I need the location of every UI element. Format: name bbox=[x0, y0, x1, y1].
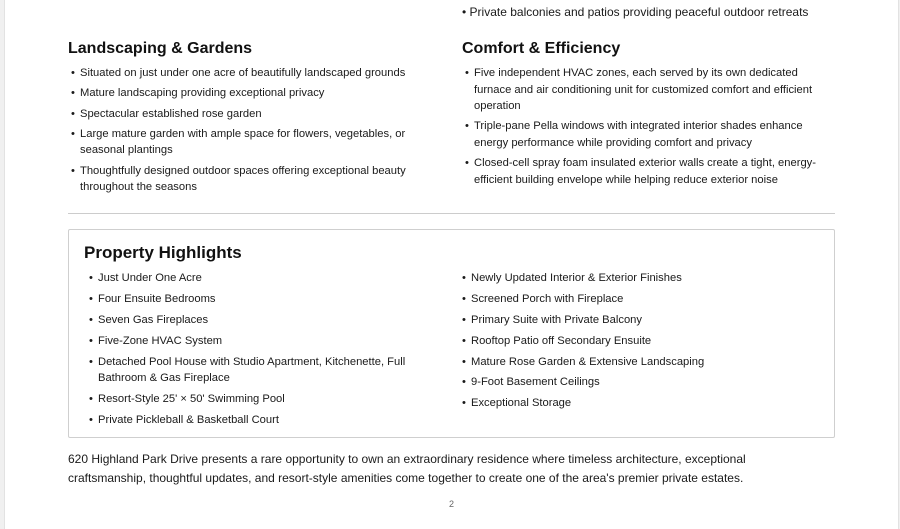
highlights-right-list bbox=[459, 270, 789, 412]
list-item: • Detached Pool House with Studio Apartment, Kitchenette, Full Bathroom & Gas Fireplace bbox=[86, 354, 416, 387]
landscaping-list bbox=[68, 65, 440, 196]
list-item: • Primary Suite with Private Balcony bbox=[459, 312, 789, 329]
summary-paragraph: 620 Highland Park Drive presents a rare opportunity to own an extraordinary residence where timeless architecture, exceptional craftsmanship, thoughtful updates, and resort-style amenities come together to create one of the area's premier private estates. bbox=[68, 452, 746, 485]
section-divider bbox=[68, 213, 835, 214]
list-item: • Situated on just under one acre of beautifully landscaped grounds bbox=[68, 65, 440, 82]
landscaping-section bbox=[68, 39, 440, 199]
list-item: • Closed-cell spray foam insulated exterior walls create a tight, energy-efficient building envelope while helping reduce exterior noise bbox=[462, 155, 834, 188]
list-item: • Triple-pane Pella windows with integrated interior shades enhance energy performance while providing comfort and privacy bbox=[462, 118, 834, 151]
comfort-list bbox=[462, 65, 834, 188]
list-item: • Just Under One Acre bbox=[86, 270, 416, 287]
highlights-left-column bbox=[86, 270, 416, 433]
list-item: • Rooftop Patio off Secondary Ensuite bbox=[459, 333, 789, 350]
list-item: • Private balconies and patios providing peaceful outdoor retreats bbox=[462, 5, 809, 19]
list-item: • Large mature garden with ample space for flowers, vegetables, or seasonal plantings bbox=[68, 126, 440, 159]
list-item: • Newly Updated Interior & Exterior Finishes bbox=[459, 270, 789, 287]
section-heading-comfort: Comfort & Efficiency bbox=[462, 40, 621, 57]
list-item: • Private Pickleball & Basketball Court bbox=[86, 412, 416, 429]
highlights-right-column bbox=[459, 270, 789, 416]
list-item: • Mature Rose Garden & Extensive Landscaping bbox=[459, 354, 789, 371]
list-item: • 9-Foot Basement Ceilings bbox=[459, 374, 789, 391]
list-item: • Mature landscaping providing exceptional privacy bbox=[68, 85, 440, 102]
property-highlights-box bbox=[68, 229, 835, 438]
list-item: • Exceptional Storage bbox=[459, 395, 789, 412]
list-item: • Spectacular established rose garden bbox=[68, 106, 440, 123]
page-number: 2 bbox=[448, 499, 454, 509]
comfort-section bbox=[462, 39, 834, 192]
list-item: • Four Ensuite Bedrooms bbox=[86, 291, 416, 308]
section-heading-landscaping: Landscaping & Gardens bbox=[68, 40, 253, 57]
list-item: • Five independent HVAC zones, each served by its own dedicated furnace and air conditioning unit for customized comfort and efficient operation bbox=[462, 65, 834, 115]
list-item: • Screened Porch with Fireplace bbox=[459, 291, 789, 308]
section-heading-highlights: Property Highlights bbox=[84, 243, 242, 262]
list-item: • Thoughtfully designed outdoor spaces offering exceptional beauty throughout the seasons bbox=[68, 163, 440, 196]
list-item: • Resort-Style 25' × 50' Swimming Pool bbox=[86, 391, 416, 408]
list-item: • Seven Gas Fireplaces bbox=[86, 312, 416, 329]
highlights-left-list bbox=[86, 270, 416, 428]
list-item-text: Private balconies and patios providing peaceful outdoor retreats bbox=[469, 5, 809, 19]
document-page bbox=[4, 0, 899, 529]
list-item: • Five-Zone HVAC System bbox=[86, 333, 416, 350]
